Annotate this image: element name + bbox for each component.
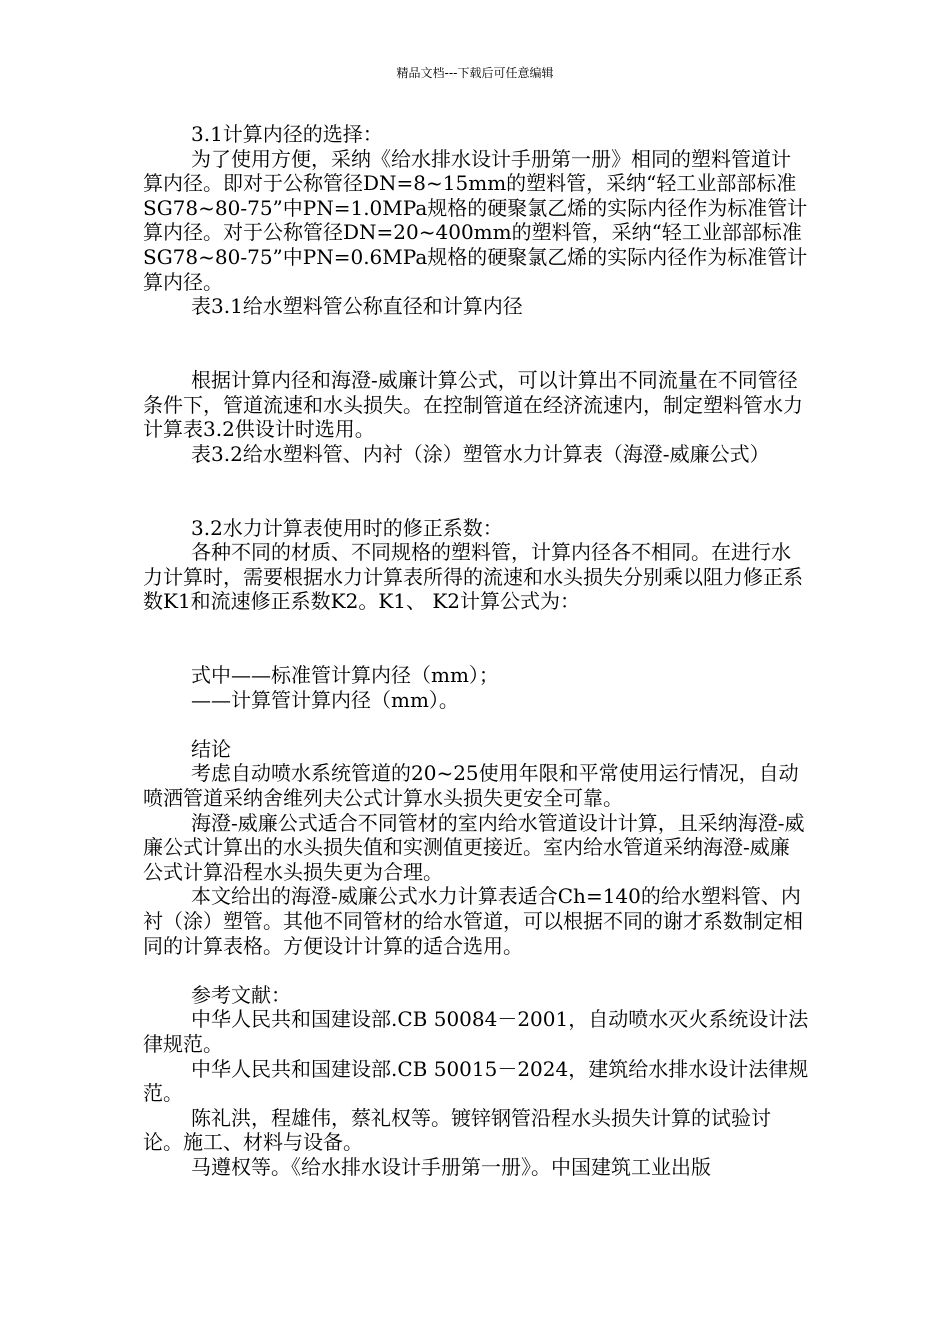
reference-item-1: 中华人民共和国建设部.CB 50084－2001，自动喷水灭火系统设计法律规范。 <box>143 1007 809 1056</box>
formula-legend-1: 式中——标准管计算内径（mm）； <box>191 663 499 688</box>
conclusion-paragraph-1: 考虑自动喷水系统管道的20~25使用年限和平常使用运行情况，自动喷洒管道采纳舍维列夫公式计算水头损失更安全可靠。 <box>143 761 799 811</box>
references-heading: 参考文献： <box>191 982 291 1007</box>
page-header: 精品文档---下载后可任意编辑 <box>396 66 554 80</box>
formula-legend-2: ——计算管计算内径（mm）。 <box>191 687 459 712</box>
table-caption-3-2: 表3.2给水塑料管、内衬（涂）塑管水力计算表（海澄-威廉公式） <box>191 441 770 466</box>
spacer <box>143 958 809 983</box>
conclusion-paragraph-3: 本文给出的海澄-威廉公式水力计算表适合Ch=140的给水塑料管、内衬（涂）塑管。其他不同管材的给水管道，可以根据不同的谢才系数制定相同的计算表格。方便设计计算的适合选用。 <box>143 884 803 958</box>
document-body <box>143 122 809 1180</box>
reference-item-2: 中华人民共和国建设部.CB 50015－2024，建筑给水排水设计法律规范。 <box>143 1056 809 1106</box>
spacer <box>143 712 809 737</box>
paragraph-inner-diameter: 为了使用方便，采纳《给水排水设计手册第一册》相同的塑料管道计算内径。即对于公称管径DN=8~15mm的塑料管，采纳“轻工业部部标准SG78~80-75”中PN=1.0MPa规格的硬聚氯乙烯的实际内径作为标准管计算内径。对于公称管径DN=20~400mm的塑料管，采纳“轻工业部部标准SG78~80-75”中PN=0.6MPa规格的硬聚氯乙烯的实际内径作为标准管计算内径。 <box>143 146 808 294</box>
reference-item-3: 陈礼洪，程雄伟，蔡礼权等。镀锌钢管沿程水头损失计算的试验讨论。施工、材料与设备。 <box>143 1105 771 1155</box>
section-heading-3-1: 3.1计算内径的选择： <box>191 122 383 146</box>
formula-placeholder <box>143 614 809 663</box>
reference-item-4: 马遵权等。《给水排水设计手册第一册》。中国建筑工业出版 <box>191 1154 711 1179</box>
table-caption-3-1: 表3.1给水塑料管公称直径和计算内径 <box>191 294 523 319</box>
paragraph-correction-factors: 各种不同的材质、不同规格的塑料管，计算内径各不相同。在进行水力计算时，需要根据水力计算表所得的流速和水头损失分别乘以阻力修正系数K1和流速修正系数K2。K1、 K2计算公式为： <box>143 540 803 614</box>
section-heading-3-2: 3.2水力计算表使用时的修正系数： <box>191 515 503 540</box>
table-placeholder <box>143 466 809 515</box>
conclusion-heading: 结论 <box>191 736 231 761</box>
table-placeholder <box>143 319 809 368</box>
paragraph-hydraulic-calc: 根据计算内径和海澄-威廉计算公式，可以计算出不同流量在不同管径条件下，管道流速和水头损失。在控制管道在经济流速内，制定塑料管水力计算表3.2供设计时选用。 <box>143 367 803 442</box>
conclusion-paragraph-2: 海澄-威廉公式适合不同管材的室内给水管道设计计算，且采纳海澄-威廉公式计算出的水头损失值和实测值更接近。室内给水管道采纳海澄-威廉公式计算沿程水头损失更为合理。 <box>143 810 805 884</box>
